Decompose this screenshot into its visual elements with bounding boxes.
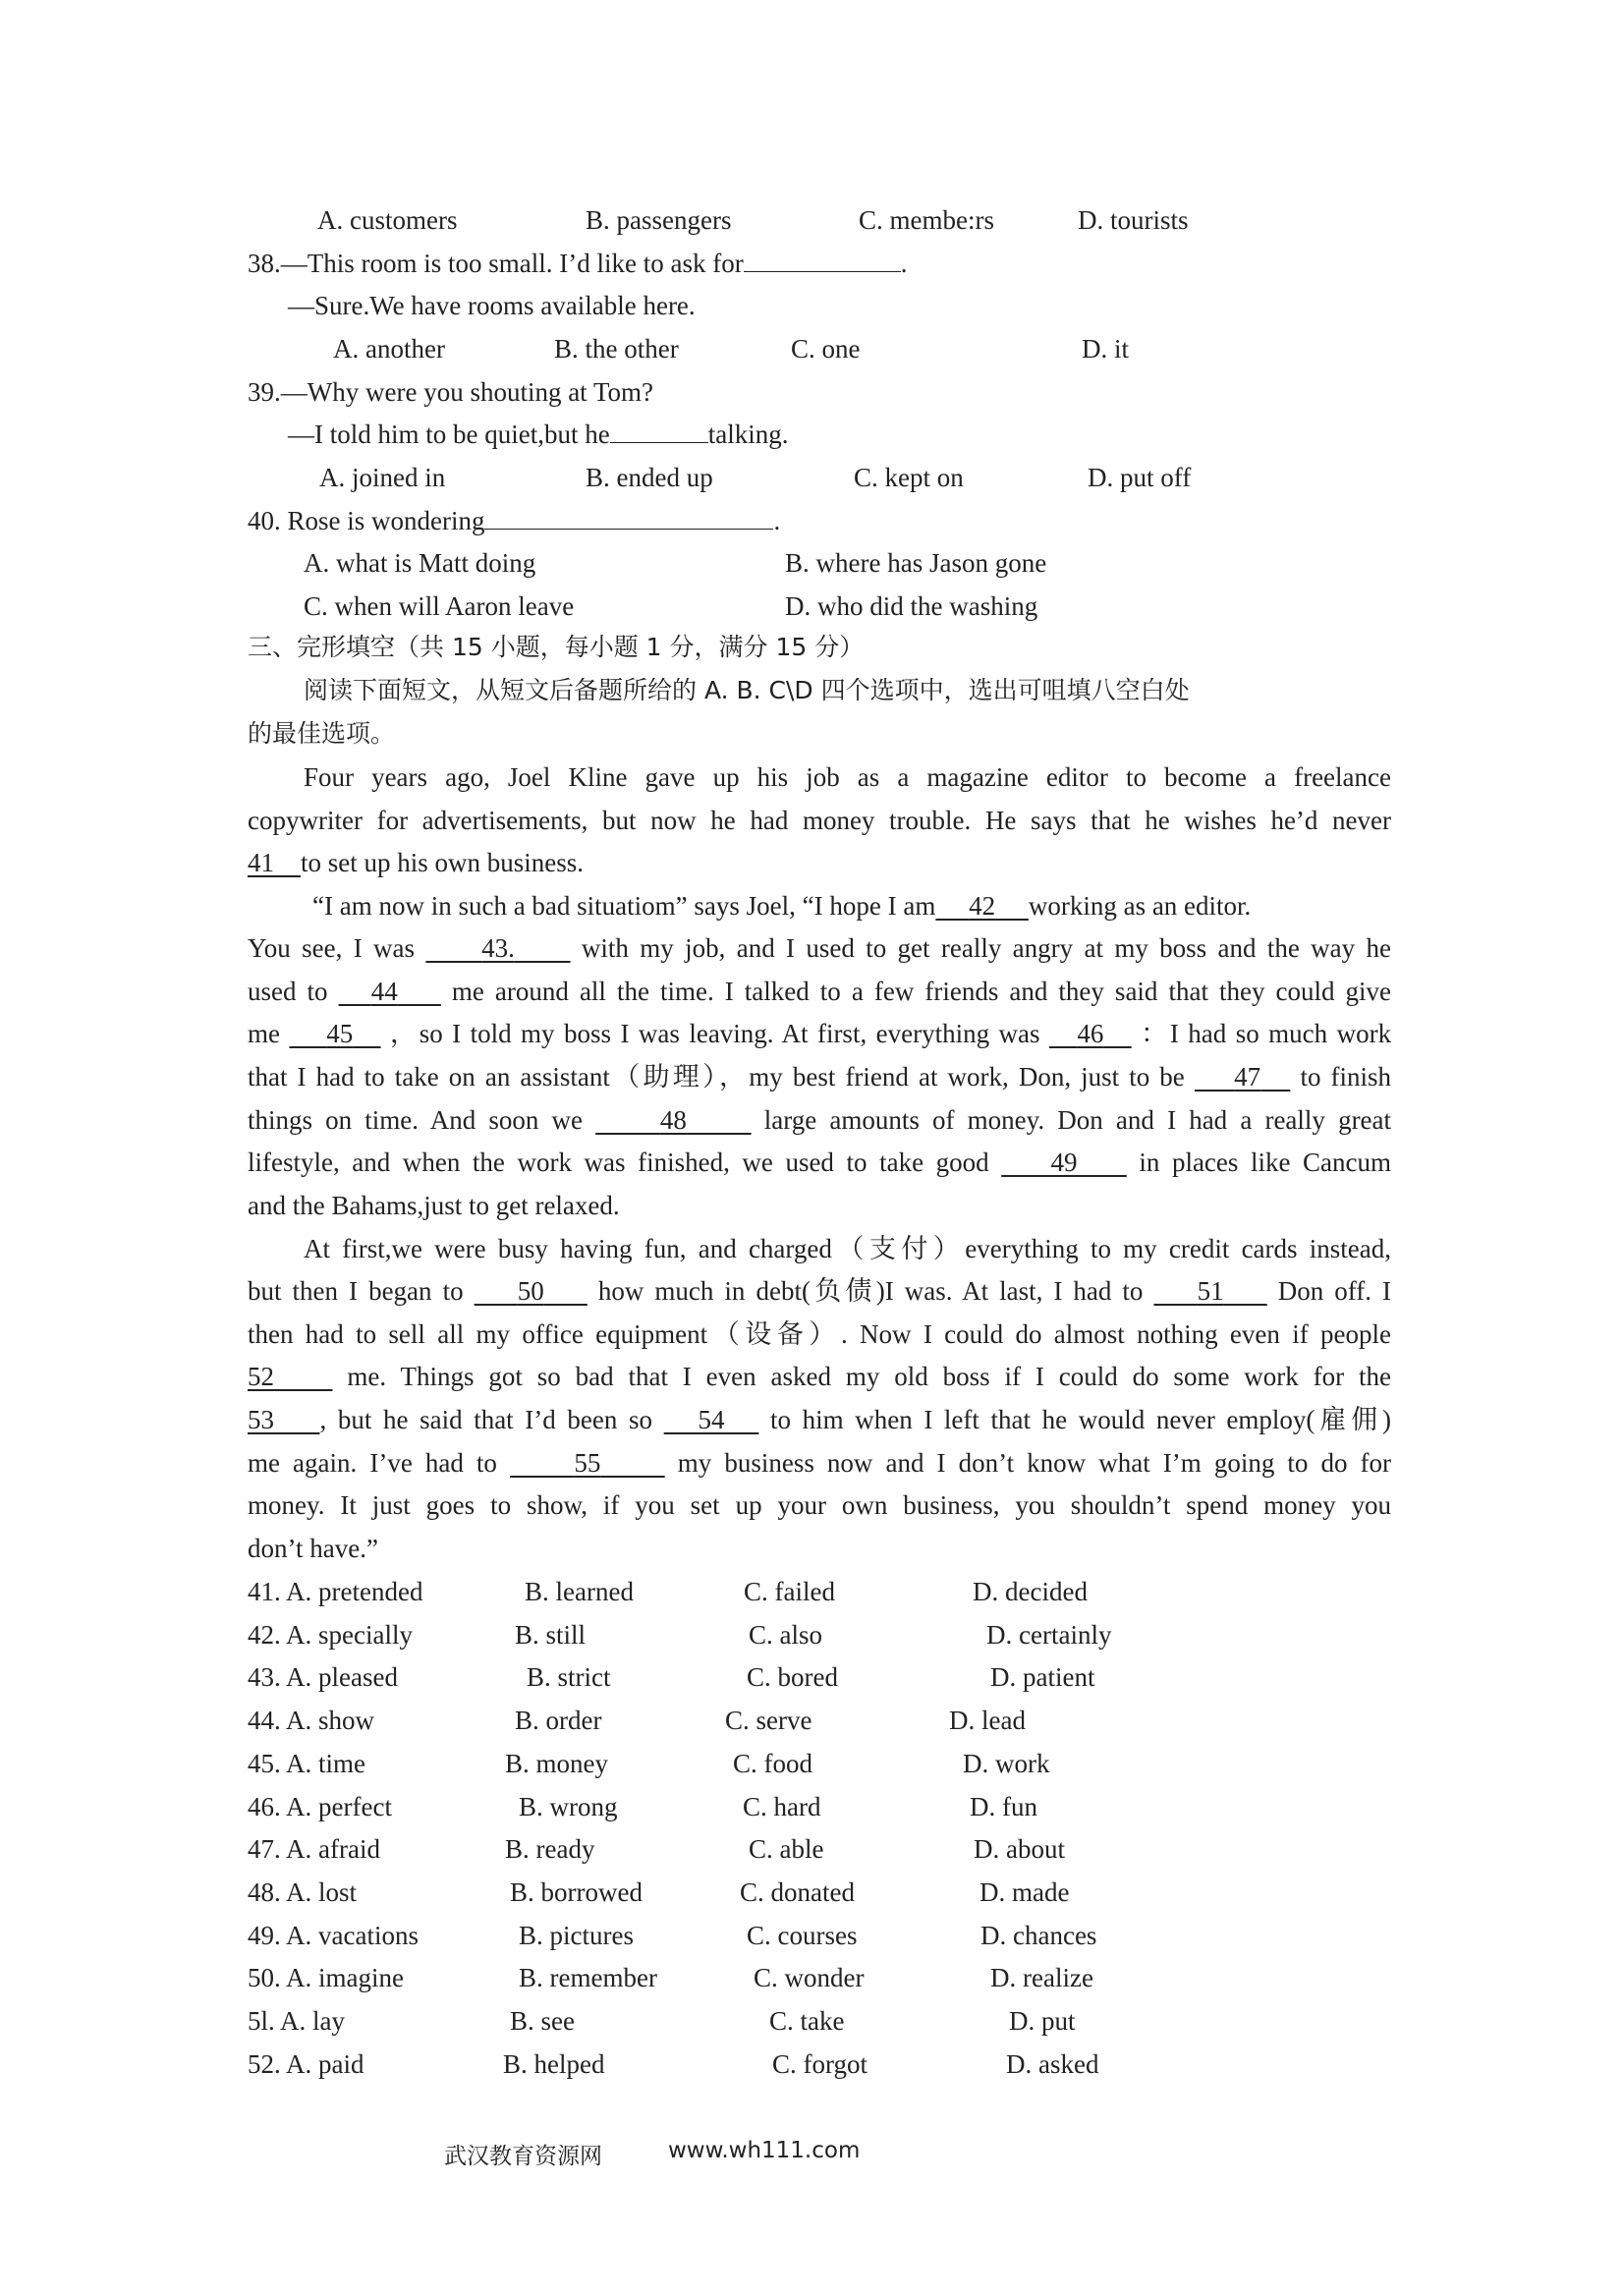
footer-site-name: 武汉教育资源网 [444,2144,602,2169]
option-a: 42. A. specially [248,1620,413,1650]
option-c: C. able [749,1834,824,1864]
option-b: B. order [515,1706,602,1735]
option-c: C. food [733,1749,812,1778]
passage-line: lifestyle, and when the work was finished, we used to take good 49 in places like Cancum [248,1148,1392,1177]
blank-51: 51 [1197,1276,1224,1306]
blank-54: 54 [698,1405,725,1434]
q37-option-c: C. membe:rs [859,205,994,235]
option-d: D. work [963,1749,1050,1778]
passage-line: 41 to set up his own business. [248,848,585,877]
q39-stem: 39.—Why were you shouting at Tom? [248,377,654,407]
passage-line: Four years ago, Joel Kline gave up his job as a magazine editor to become a freelance [304,762,1391,792]
q40-stem: 40. Rose is wondering . [248,506,781,535]
option-c: C. donated [740,1877,855,1907]
q39-reply: —I told him to be quiet,but he talking. [288,420,789,449]
option-c: C. hard [743,1792,821,1821]
q38-option-a: A. another [333,334,445,364]
option-b: B. borrowed [510,1877,643,1907]
option-b: B. helped [503,2049,605,2079]
passage-line: but then I began to 50 how much in debt(负债)I was. At last, I had to 51 Don off. I [248,1276,1392,1306]
q38-stem: 38.—This room is too small. I’d like to ask for . [248,249,908,278]
q38-option-d: D. it [1082,334,1130,364]
passage-line: me 45 ，so I told my boss I was leaving. At first, everything was 46 ：I had so much work [248,1019,1392,1048]
option-c: C. also [749,1620,823,1650]
passage-line: You see, I was 43. with my job, and I used to get really angry at my boss and the way he [248,933,1391,963]
option-d: D. asked [1006,2049,1099,2079]
passage-line: copywriter for advertisements, but now he had money trouble. He says that he wishes he’d never [248,806,1391,835]
blank-49: 49 [1050,1148,1078,1177]
q38-option-c: C. one [791,334,861,364]
option-a: 52. A. paid [248,2049,364,2079]
section-instructions: 阅读下面短文，从短文后备题所给的 A. B. C\D 四个选项中，选出可咀填八空白处 [304,676,1190,704]
option-a: 44. A. show [248,1706,375,1735]
option-d: D. chances [980,1921,1097,1950]
option-d: D. realize [990,1963,1093,1992]
blank-52: 52 [248,1362,274,1391]
option-a: 46. A. perfect [248,1792,392,1821]
q37-option-a: A. customers [317,205,458,235]
option-b: B. still [515,1620,587,1650]
passage-line: then had to sell all my office equipment（设备）. Now I could do almost nothing even if people [248,1319,1391,1349]
q39-blank [610,419,708,443]
passage-line: me again. I’ve had to 55 my business now and I don’t know what I’m going to do for [248,1448,1392,1478]
q37-option-b: B. passengers [586,205,732,235]
blank-44: 44 [370,977,398,1006]
passage-line: 53 , but he said that I’d been so 54 to him when I left that he would never employ(雇佣) [248,1405,1392,1434]
q39-option-c: C. kept on [854,463,964,492]
passage-line: money. It just goes to show, if you set up your own business, you shouldn’t spend money you [248,1490,1391,1520]
option-b: B. strict [527,1662,611,1692]
option-a: 43. A. pleased [248,1662,398,1692]
blank-41: 41 [248,848,274,877]
blank-48: 48 [659,1105,687,1135]
passage-line: don’t have.” [248,1534,378,1563]
option-c: C. bored [747,1662,838,1692]
section-heading: 三、完形填空（共 15 小题，每小题 1 分，满分 15 分） [248,633,865,661]
option-b: B. money [505,1749,608,1778]
q39-option-a: A. joined in [319,463,446,492]
blank-47: 47 [1234,1062,1261,1092]
passage-line: things on time. And soon we 48 large amounts of money. Don and I had a really great [248,1105,1392,1135]
option-d: D. certainly [986,1620,1112,1650]
option-c: C. courses [747,1921,858,1950]
q38-blank [744,248,901,272]
option-d: D. fun [970,1792,1037,1821]
option-b: B. ready [505,1834,595,1864]
q40-option-d: D. who did the washing [785,591,1038,621]
q39-option-b: B. ended up [586,463,713,492]
option-b: B. pictures [519,1921,634,1950]
option-a: 41. A. pretended [248,1577,423,1606]
option-d: D. patient [990,1662,1095,1692]
q39-option-d: D. put off [1088,463,1192,492]
blank-45: 45 [326,1019,354,1048]
option-c: C. failed [744,1577,835,1606]
passage-line: and the Bahams,just to get relaxed. [248,1191,620,1220]
passage-line: that I had to take on an assistant（助理），my best friend at work, Don, just to be 47 to finish [248,1062,1392,1092]
q40-blank [484,505,773,530]
option-c: C. take [769,2006,845,2036]
blank-43: 43. [481,933,515,963]
option-c: C. wonder [754,1963,865,1992]
option-a: 5l. A. lay [248,2006,345,2036]
blank-42: 42 [969,891,996,921]
footer-url: www.wh111.com [668,2138,861,2163]
passage-line: 52 me. Things got so bad that I even asked my old boss if I could do some work for the [248,1362,1391,1391]
option-b: B. learned [525,1577,634,1606]
option-c: C. serve [725,1706,812,1735]
q40-option-b: B. where has Jason gone [785,548,1047,578]
passage-line: used to 44 me around all the time. I talked to a few friends and they said that they could give [248,977,1392,1006]
option-b: B. wrong [519,1792,618,1821]
option-d: D. made [979,1877,1070,1907]
option-a: 47. A. afraid [248,1834,380,1864]
passage-line: At first,we were busy having fun, and charged（支付）everything to my credit cards instead, [304,1234,1391,1263]
q38-reply: —Sure.We have rooms available here. [288,291,696,320]
blank-53: 53 [248,1405,274,1434]
blank-46: 46 [1077,1019,1104,1048]
option-b: B. remember [519,1963,657,1992]
option-a: 50. A. imagine [248,1963,404,1992]
blank-55: 55 [574,1448,601,1478]
passage-line: “I am now in such a bad situatiom” says Joel, “I hope I am 42 working as an editor. [312,891,1252,921]
q40-option-c: C. when will Aaron leave [304,591,575,621]
option-d: D. decided [973,1577,1088,1606]
option-d: D. put [1009,2006,1076,2036]
q37-option-d: D. tourists [1078,205,1189,235]
option-a: 45. A. time [248,1749,365,1778]
option-b: B. see [510,2006,575,2036]
option-d: D. lead [949,1706,1026,1735]
q40-option-a: A. what is Matt doing [304,548,536,578]
option-a: 48. A. lost [248,1877,358,1907]
section-instructions-cont: 的最佳选项。 [248,719,396,748]
q38-option-b: B. the other [554,334,679,364]
option-d: D. about [974,1834,1065,1864]
option-a: 49. A. vacations [248,1921,419,1950]
option-c: C. forgot [772,2049,868,2079]
blank-50: 50 [517,1276,544,1306]
